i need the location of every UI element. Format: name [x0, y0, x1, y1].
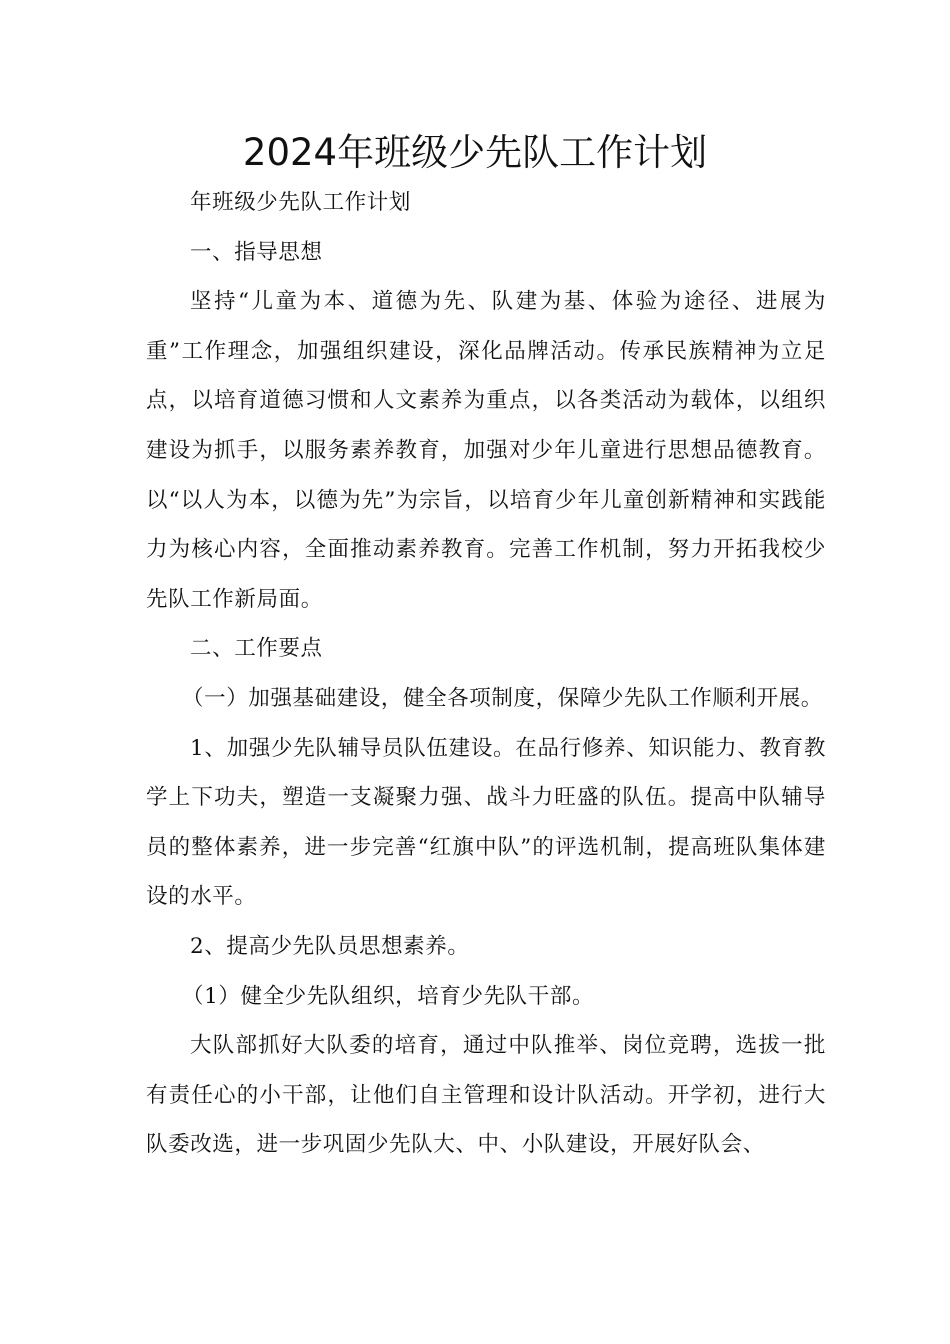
- subheading-basic-construction: （一）加强基础建设，健全各项制度，保障少先队工作顺利开展。: [182, 685, 823, 711]
- document-body: [146, 178, 826, 1170]
- paragraph-counselor-team: 1、加强少先队辅导员队伍建设。在品行修养、知识能力、教育教学上下功夫，塑造一支凝聚力强、战斗力旺盛的队伍。提高中队辅导员的整体素养，进一步完善“红旗中队”的评选机制，提高班队集体建设的水平。: [146, 735, 826, 910]
- paragraph-brigade-committee: 大队部抓好大队委的培育，通过中队推举、岗位竞聘，选拔一批有责任心的小干部，让他们自主管理和设计队活动。开学初，进行大队委改选，进一步巩固少先队大、中、小队建设，开展好队会、: [146, 1033, 826, 1158]
- heading-work-points: 二、工作要点: [190, 636, 323, 662]
- paragraph-guiding-ideology: 坚持“儿童为本、道德为先、队建为基、体验为途径、进展为重”工作理念，加强组织建设，深化品牌活动。传承民族精神为立足点，以培育道德习惯和人文素养为重点，以各类活动为载体，以组织建设为抓手，以服务素养教育，加强对少年儿童进行思想品德教育。以“以人为本，以德为先”为宗旨，以培育少年儿童创新精神和实践能力为核心内容，全面推动素养教育。完善工作机制，努力开拓我校少先队工作新局面。: [146, 289, 826, 612]
- document-title: 2024年班级少先队工作计划: [242, 131, 708, 174]
- paragraph-subtitle: 年班级少先队工作计划: [190, 190, 412, 215]
- subheading-organization: （1）健全少先队组织，培育少先队干部。: [182, 983, 595, 1009]
- heading-guiding-ideology: 一、指导思想: [190, 239, 323, 265]
- paragraph-member-quality: 2、提高少先队员思想素养。: [190, 933, 470, 959]
